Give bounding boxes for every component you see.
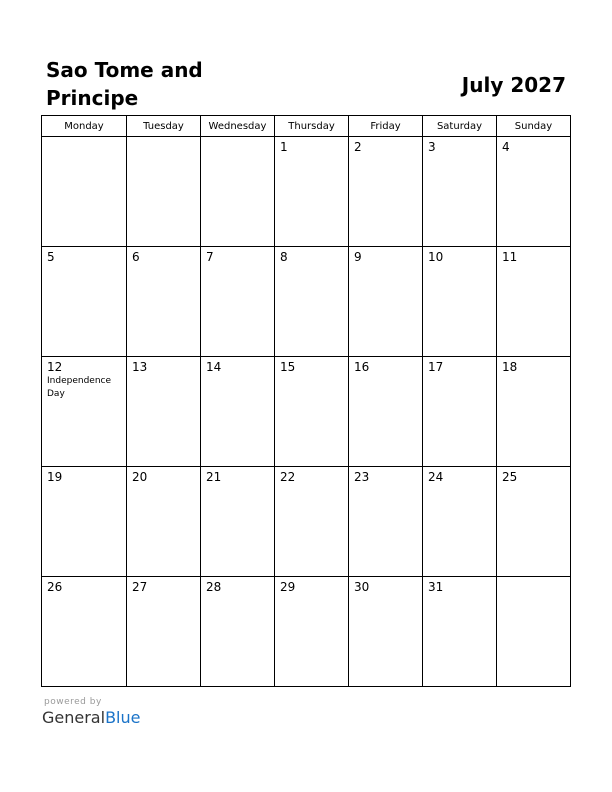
day-cell: [42, 247, 127, 357]
day-cell: [275, 137, 349, 247]
day-cell: [497, 467, 571, 577]
day-cell: [423, 357, 497, 467]
day-cell: [201, 577, 275, 687]
day-number: 22: [280, 470, 296, 484]
week-row: [42, 357, 571, 467]
day-cell: [423, 247, 497, 357]
day-cell: [497, 137, 571, 247]
day-number: 20: [132, 470, 148, 484]
calendar-body: [42, 137, 571, 687]
day-number: [42, 137, 126, 140]
weekday-thursday: Thursday: [275, 116, 349, 137]
calendar-grid: [41, 115, 571, 687]
powered-by-label: powered by: [44, 697, 102, 707]
day-number: 4: [502, 140, 510, 154]
day-number: 24: [428, 470, 444, 484]
day-number: [497, 577, 570, 580]
day-cell: [201, 357, 275, 467]
day-number: 25: [502, 470, 518, 484]
day-number: 15: [280, 360, 296, 374]
day-number: 31: [428, 580, 444, 594]
day-number: 18: [502, 360, 518, 374]
day-cell: [42, 577, 127, 687]
day-number: 21: [206, 470, 222, 484]
day-cell: [127, 467, 201, 577]
generalblue-logo: [42, 708, 140, 728]
day-cell: [201, 247, 275, 357]
day-number: [127, 137, 200, 140]
week-row: [42, 137, 571, 247]
day-number: 2: [354, 140, 362, 154]
weekday-saturday: Saturday: [423, 116, 497, 137]
day-number: 27: [132, 580, 148, 594]
day-number: 19: [47, 470, 63, 484]
day-cell: [275, 577, 349, 687]
weekday-monday: Monday: [42, 116, 127, 137]
day-cell: [275, 467, 349, 577]
month-year-title: July 2027: [461, 73, 566, 97]
day-number: 30: [354, 580, 370, 594]
day-cell: [423, 137, 497, 247]
day-cell: [349, 247, 423, 357]
day-cell: [201, 467, 275, 577]
day-cell: [275, 247, 349, 357]
day-cell: [42, 137, 127, 247]
day-cell: [349, 577, 423, 687]
weekday-tuesday: Tuesday: [127, 116, 201, 137]
day-number: 10: [428, 250, 444, 264]
day-cell: [423, 577, 497, 687]
day-cell: [497, 357, 571, 467]
day-cell: [497, 577, 571, 687]
day-number: 29: [280, 580, 296, 594]
day-cell: [201, 137, 275, 247]
day-number: 26: [47, 580, 63, 594]
day-cell: [127, 247, 201, 357]
day-cell: [42, 357, 127, 467]
holiday-label: Independence Day: [47, 376, 112, 399]
day-number: 11: [502, 250, 518, 264]
day-cell: [349, 467, 423, 577]
week-row: [42, 247, 571, 357]
day-number: 9: [354, 250, 362, 264]
day-number: 16: [354, 360, 370, 374]
day-number: 1: [280, 140, 288, 154]
day-number: 5: [47, 250, 55, 264]
day-cell: [127, 137, 201, 247]
week-row: [42, 467, 571, 577]
day-cell: [275, 357, 349, 467]
day-number: 17: [428, 360, 444, 374]
day-cell: [349, 357, 423, 467]
day-number: 14: [206, 360, 222, 374]
weekday-wednesday: Wednesday: [201, 116, 275, 137]
day-cell: [42, 467, 127, 577]
weekday-sunday: Sunday: [497, 116, 571, 137]
day-number: 3: [428, 140, 436, 154]
day-number: 6: [132, 250, 140, 264]
day-number: 13: [132, 360, 148, 374]
day-number: 8: [280, 250, 288, 264]
day-number: [201, 137, 274, 140]
brand-blue-text: Blue: [105, 708, 141, 727]
day-cell: [127, 577, 201, 687]
weekday-friday: Friday: [349, 116, 423, 137]
day-number: 12: [47, 360, 63, 374]
day-cell: [497, 247, 571, 357]
day-number: 28: [206, 580, 222, 594]
weekday-header-row: [42, 116, 571, 137]
day-cell: [127, 357, 201, 467]
day-number: 23: [354, 470, 370, 484]
day-cell: [349, 137, 423, 247]
day-number: 7: [206, 250, 214, 264]
brand-general-text: General: [42, 708, 106, 727]
day-cell: [423, 467, 497, 577]
country-title: Sao Tome and Principe: [46, 58, 203, 110]
week-row: [42, 577, 571, 687]
